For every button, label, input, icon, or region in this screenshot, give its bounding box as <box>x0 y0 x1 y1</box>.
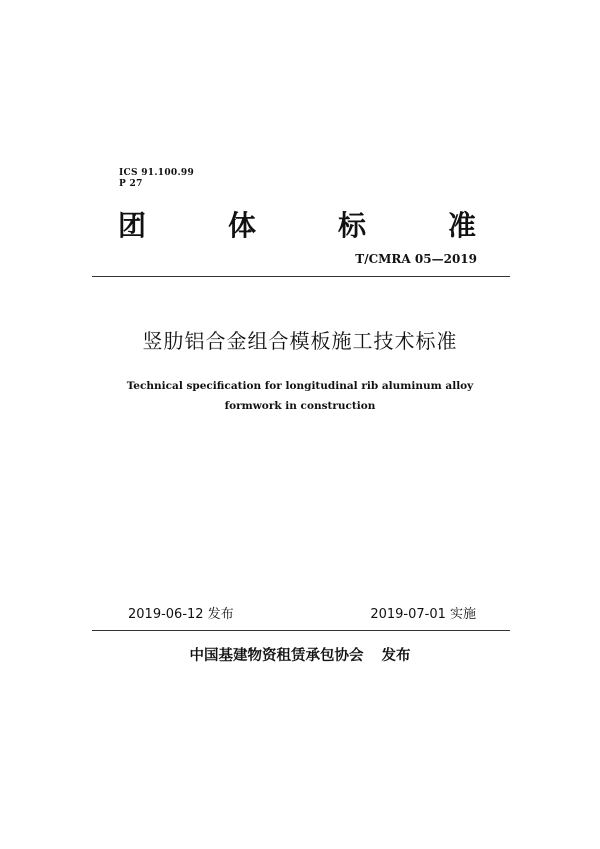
title-english-line-1: Technical specification for longitudinal rib aluminum alloy <box>126 380 474 392</box>
title-english <box>0 376 600 416</box>
document-type-heading <box>118 206 476 246</box>
doc-type-char-4: 准 <box>447 209 476 242</box>
ics-code: ICS 91.100.99 <box>119 168 195 178</box>
publisher-line <box>0 644 600 665</box>
title-chinese: 竖肋铝合金组合模板施工技术标准 <box>142 329 458 353</box>
doc-type-char-2: 体 <box>227 209 256 242</box>
classification-codes <box>119 168 194 190</box>
doc-type-char-1: 团 <box>118 209 147 242</box>
title-english-line-2: formwork in construction <box>224 400 376 412</box>
bottom-divider <box>92 630 510 631</box>
top-divider <box>92 276 510 277</box>
issue-date: 2019-06-12 发布 <box>128 607 234 622</box>
publisher-action: 发布 <box>381 648 411 664</box>
standard-number: T/CMRA 05—2019 <box>355 252 477 266</box>
implementation-date: 2019-07-01 实施 <box>370 607 476 622</box>
ccs-code: P 27 <box>119 179 143 189</box>
publisher-organization: 中国基建物资租赁承包协会 <box>189 648 364 664</box>
doc-type-char-3: 标 <box>337 209 366 242</box>
